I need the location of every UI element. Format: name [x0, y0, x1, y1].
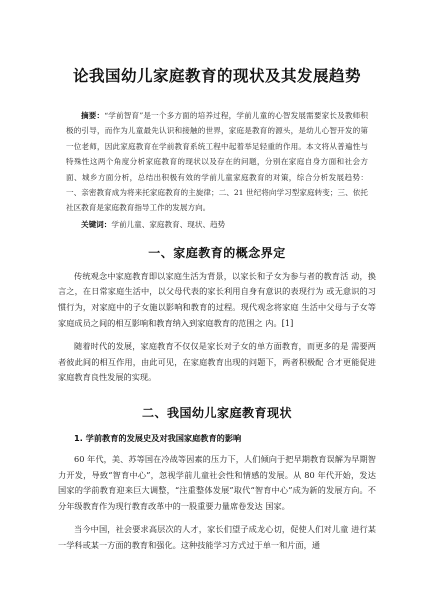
- keywords-label: 关键词：: [81, 219, 112, 229]
- section-heading-concept: 一、家庭教育的概念界定: [148, 245, 286, 260]
- paragraph: 60 年代，美、苏等国在冷战等因素的压力下，人们倾向于把早期教育误解为早期智力开发，导致“智育中心”，忽视学前儿童社会性和情感的发展。从 80 年代开始，发达国家的学前教育迎来巨大调整，“注重整体发展”取代“智育中心”成为新的发展方向。不分年级教育作为现行教育改革中的一股重要力量席卷发达 国家。: [58, 454, 376, 511]
- abstract: [66, 108, 368, 216]
- paragraph: 随着时代的发展，家庭教育不仅仅是家长对子女的单方面教育，而更多的是 需要两者彼此间的相互作用，由此可见，在家庭教育出现的问题下，两者积极配 合才更能促进家庭教育良性发展的实现。: [58, 341, 376, 383]
- section-heading-status: 二、我国幼儿家庭教育现状: [141, 406, 292, 420]
- page-title: 论我国幼儿家庭教育的现状及其发展趋势: [72, 67, 361, 85]
- keywords: [66, 218, 368, 232]
- abstract-text: “学前智育”是一个多方面的培养过程，学前儿童的心智发展需要家长及教师积极的引导，而作为儿童最先认识和接触的世界，家庭是教育的源头，是幼儿心智开发的第一位老师，因此家庭教育在学前教育系统工程中起着举足轻重的作用。本文将从普遍性与特殊性这两个角度分析家庭教育的现状以及存在的问题，分别在家庭自身方面和社会方面、城乡方面分析，总结出积极有效的学前儿童家庭教育的对策，综合分析发展趋势：一、亲密教育成为将来托家庭教育的主旋律；二、21 世纪将向学习型家庭转变；三、依托社区教育是家庭教育指导工作的发展方向。: [66, 111, 369, 213]
- paragraph: 传统观念中家庭教育即以家庭生活为背景，以家长和子女为参与者的教育活 动，换言之，在日常家庭生活中，以父母代表的家长利用自身有意识的表现行为 或无意识的习惯行为，对家庭中的子女施以影响和教育的过程。现代观念将家庭 生活中父母与子女等家庭成员之间的相互影响和教育纳入到家庭教育的范围之 内。[1]: [58, 270, 376, 328]
- abstract-label: 摘要：: [81, 111, 105, 120]
- paragraph: 当今中国，社会要求高层次的人才，家长们望子成龙心切，促使人们对儿童 进行某一学科或某一方面的教育和强化。这种技能学习方式过于单一和片面，通: [58, 524, 376, 550]
- keywords-text: 学前儿童、家庭教育、现状、趋势: [111, 219, 226, 229]
- subsection-heading-history: 1. 学前教育的发展史及对我国家庭教育的影响: [74, 433, 242, 443]
